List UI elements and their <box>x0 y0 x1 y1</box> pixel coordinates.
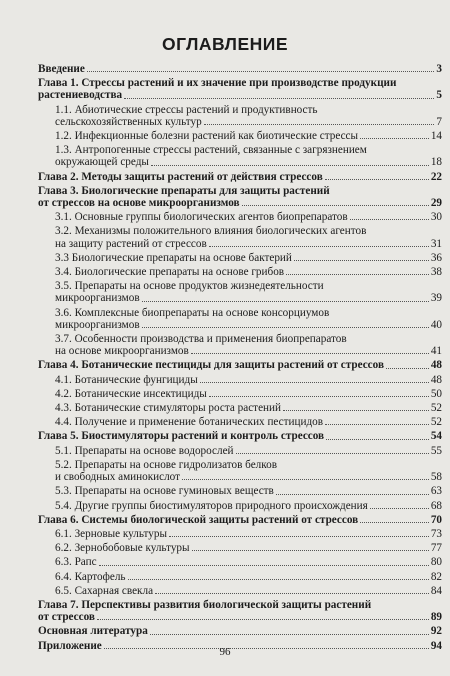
toc-entry-title: 6.4. Картофель <box>55 570 126 583</box>
toc-entry-title: 6.2. Зернобобовые культуры <box>55 542 190 555</box>
toc-entry-page: 82 <box>430 570 442 583</box>
dot-leader <box>97 618 429 620</box>
dot-leader <box>182 478 429 480</box>
toc-entry <box>38 528 442 540</box>
toc-entry-title: Приложение <box>38 639 102 652</box>
toc-entry <box>38 359 442 371</box>
toc-entry-title: на защиту растений от стрессов <box>55 237 207 250</box>
toc-entry-line: 3.6. Комплексные биопрепараты на основе консорциумов <box>55 306 330 319</box>
toc-entry-title: 4.3. Ботанические стимуляторы роста растений <box>55 402 281 415</box>
toc-entry-title: растениеводства <box>38 89 123 102</box>
toc-entry <box>38 345 442 357</box>
toc-entry <box>38 500 442 512</box>
toc-entry-page: 18 <box>430 156 442 169</box>
dot-leader <box>142 300 429 302</box>
dot-leader <box>360 521 429 523</box>
dot-leader <box>142 326 429 328</box>
toc-entry-page: 52 <box>430 416 442 429</box>
toc-entry-title: Глава 6. Системы биологической защиты растений от стрессов <box>38 513 359 526</box>
toc-entry-page: 77 <box>430 542 442 555</box>
toc-entry-title: 5.1. Препараты на основе водорослей <box>55 444 234 457</box>
toc-entry <box>38 211 442 223</box>
dot-leader <box>294 259 429 261</box>
toc-entry-title: на основе микроорганизмов <box>55 345 189 358</box>
toc-entry-title: Глава 4. Ботанические пестициды для защиты растений от стрессов <box>38 359 384 372</box>
table-of-contents <box>38 63 442 654</box>
toc-entry-page: 41 <box>430 345 442 358</box>
toc-entry-page: 70 <box>430 513 442 526</box>
toc-entry-line: 1.1. Абиотические стрессы растений и продуктивность <box>55 103 318 116</box>
dot-leader <box>209 395 429 397</box>
toc-entry-title: сельскохозяйственных культур <box>55 115 202 128</box>
toc-entry <box>38 445 442 457</box>
toc-entry <box>38 625 442 637</box>
toc-entry <box>38 585 442 597</box>
toc-entry-page: 39 <box>430 292 442 305</box>
dot-leader <box>350 218 429 220</box>
dot-leader <box>151 164 429 166</box>
toc-entry <box>38 116 442 128</box>
toc-entry-title: окружающей среды <box>55 156 149 169</box>
dot-leader <box>204 123 435 125</box>
toc-entry-page: 7 <box>436 115 442 128</box>
toc-entry <box>38 171 442 183</box>
dot-leader <box>283 409 429 411</box>
toc-entry-page: 80 <box>430 556 442 569</box>
toc-entry-line: 3.2. Механизмы положительного влияния биологических агентов <box>55 225 367 238</box>
toc-entry-title: 4.4. Получение и применение ботанических пестицидов <box>55 416 324 429</box>
dot-leader <box>169 535 429 537</box>
toc-entry-title: 3.4. Биологические препараты на основе грибов <box>55 266 285 279</box>
toc-entry-title: 5.3. Препараты на основе гуминовых веществ <box>55 485 274 498</box>
toc-entry-page: 48 <box>430 373 442 386</box>
toc-entry-line: Глава 7. Перспективы развития биологической защиты растений <box>38 598 372 611</box>
toc-entry-page: 40 <box>430 318 442 331</box>
toc-entry-page: 52 <box>430 402 442 415</box>
dot-leader <box>325 178 429 180</box>
dot-leader <box>326 438 429 440</box>
toc-entry <box>38 542 442 554</box>
toc-entry <box>38 238 442 250</box>
toc-entry <box>38 292 442 304</box>
toc-entry-page: 92 <box>430 625 442 638</box>
dot-leader <box>150 633 429 635</box>
toc-entry-title: 3.1. Основные группы биологических агентов биопрепаратов <box>55 211 348 224</box>
toc-entry-page: 50 <box>430 387 442 400</box>
toc-entry-page: 94 <box>430 639 442 652</box>
toc-entry-title: 6.3. Рапс <box>55 556 97 569</box>
dot-leader <box>370 507 429 509</box>
toc-entry-title: и свободных аминокислот <box>55 471 181 484</box>
toc-entry <box>38 430 442 442</box>
toc-entry-line: 5.2. Препараты на основе гидролизатов белков <box>55 458 278 471</box>
toc-entry-title: Глава 2. Методы защиты растений от действия стрессов <box>38 170 323 183</box>
dot-leader <box>191 352 429 354</box>
toc-entry <box>38 556 442 568</box>
dot-leader <box>286 273 429 275</box>
toc-entry-page: 31 <box>430 237 442 250</box>
toc-entry-title: 4.1. Ботанические фунгициды <box>55 373 198 386</box>
dot-leader <box>87 70 435 72</box>
toc-entry <box>38 89 442 101</box>
toc-entry-line: 3.5. Препараты на основе продуктов жизнедеятельности <box>55 280 324 293</box>
toc-entry-page: 55 <box>430 444 442 457</box>
toc-entry-page: 48 <box>430 359 442 372</box>
dot-leader <box>99 564 429 566</box>
toc-entry-page: 5 <box>436 89 442 102</box>
dot-leader <box>386 367 429 369</box>
toc-entry-line: 3.7. Особенности производства и применения биопрепаратов <box>55 333 347 346</box>
toc-entry-line: Глава 3. Биологические препараты для защиты растений <box>38 184 330 197</box>
toc-entry-title: от стрессов на основе микроорганизмов <box>38 197 240 210</box>
toc-entry-page: 58 <box>430 471 442 484</box>
toc-entry-title: микроорганизмов <box>55 292 140 305</box>
toc-entry <box>38 156 442 168</box>
toc-entry <box>38 485 442 497</box>
toc-entry <box>38 514 442 526</box>
toc-entry-title: микроорганизмов <box>55 318 140 331</box>
toc-entry-page: 73 <box>430 527 442 540</box>
toc-entry-line: 1.3. Антропогенные стрессы растений, связанные с загрязнением <box>55 144 367 157</box>
toc-entry-page: 38 <box>430 266 442 279</box>
toc-entry-title: Основная литература <box>38 625 148 638</box>
dot-leader <box>236 452 429 454</box>
dot-leader <box>276 493 429 495</box>
toc-entry-page: 36 <box>430 251 442 264</box>
toc-entry-page: 14 <box>430 130 442 143</box>
toc-entry <box>38 374 442 386</box>
toc-entry-title: 5.4. Другие группы биостимуляторов природного происхождения <box>55 499 368 512</box>
toc-entry-title: 3.3 Биологические препараты на основе бактерий <box>55 251 292 264</box>
toc-entry <box>38 471 442 483</box>
toc-entry <box>38 416 442 428</box>
toc-entry <box>38 402 442 414</box>
toc-entry <box>38 130 442 142</box>
toc-entry <box>38 388 442 400</box>
toc-entry-page: 22 <box>430 170 442 183</box>
dot-leader <box>155 592 429 594</box>
toc-entry-page: 68 <box>430 499 442 512</box>
dot-leader <box>200 381 429 383</box>
toc-entry <box>38 63 442 75</box>
dot-leader <box>128 578 429 580</box>
dot-leader <box>242 204 429 206</box>
dot-leader <box>209 245 429 247</box>
toc-entry-page: 54 <box>430 430 442 443</box>
toc-entry <box>38 611 442 623</box>
page-number: 96 <box>219 646 231 658</box>
toc-entry-page: 89 <box>430 611 442 624</box>
toc-entry-line: Глава 1. Стрессы растений и их значение при производстве продукции <box>38 77 397 90</box>
toc-entry-page: 30 <box>430 211 442 224</box>
toc-entry <box>38 252 442 264</box>
toc-entry <box>38 266 442 278</box>
toc-entry-title: 1.2. Инфекционные болезни растений как биотические стрессы <box>55 130 359 143</box>
toc-entry-title: 4.2. Ботанические инсектициды <box>55 387 207 400</box>
toc-entry <box>38 197 442 209</box>
dot-leader <box>360 137 429 139</box>
page-title: ОГЛАВЛЕНИЕ <box>161 34 289 54</box>
toc-entry-page: 29 <box>430 197 442 210</box>
toc-entry <box>38 571 442 583</box>
toc-entry-page: 63 <box>430 485 442 498</box>
toc-entry-title: 6.5. Сахарная свекла <box>55 584 154 597</box>
toc-entry-page: 84 <box>430 584 442 597</box>
dot-leader <box>124 97 434 99</box>
toc-entry <box>38 319 442 331</box>
toc-entry-title: от стрессов <box>38 611 95 624</box>
toc-entry-title: 6.1. Зерновые культуры <box>55 527 167 540</box>
toc-entry-title: Введение <box>38 63 85 75</box>
dot-leader <box>192 549 429 551</box>
toc-entry-title: Глава 5. Биостимуляторы растений и контроль стрессов <box>38 430 325 443</box>
dot-leader <box>325 423 429 425</box>
toc-entry-page: 3 <box>436 63 442 75</box>
